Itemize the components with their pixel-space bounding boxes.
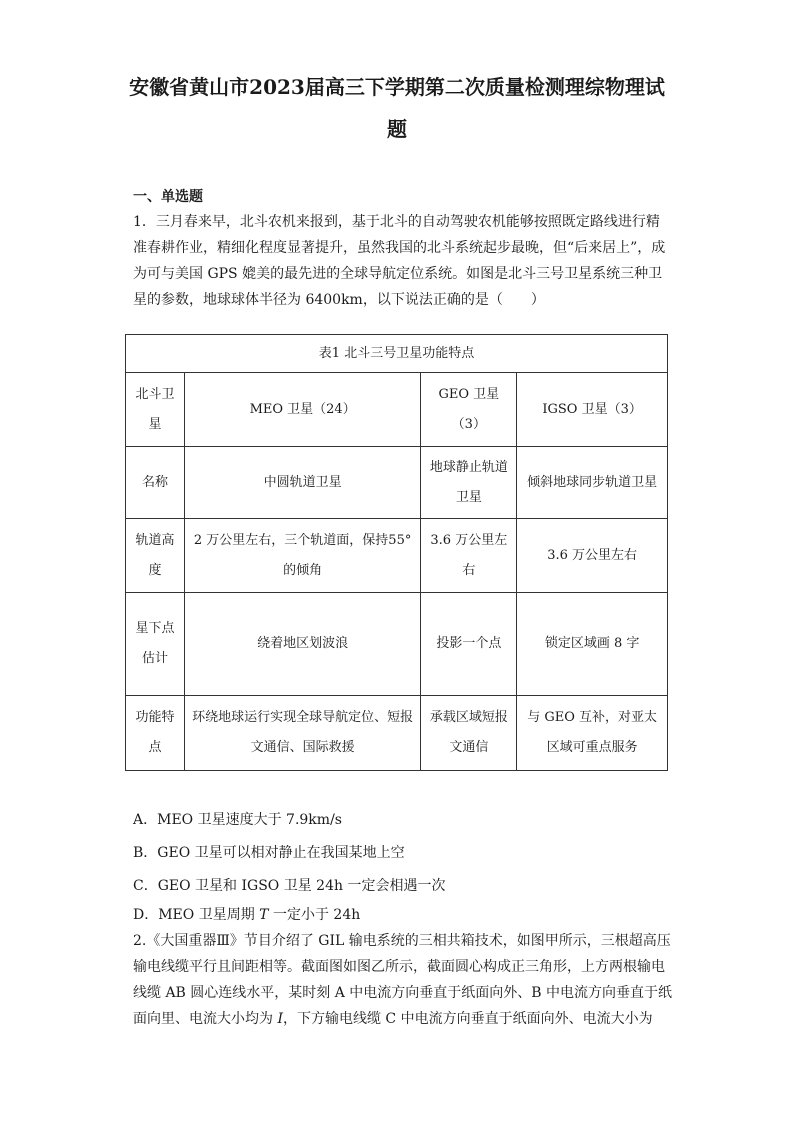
table-cell: 投影一个点: [421, 593, 517, 696]
table-cell: 3.6 万公里左右: [517, 519, 668, 593]
option-a: A．MEO 卫星速度大于 7.9km/s: [133, 812, 342, 828]
question-2-stem: [133, 928, 673, 1032]
table-cell: 2 万公里左右，三个轨道面，保持55°的倾角: [184, 519, 421, 593]
q1-line: 准春耕作业，精细化程度显著提升，虽然我国的北斗系统起步最晚，但“后来居上”，成: [133, 240, 666, 256]
table-cell: 轨道高度: [126, 519, 185, 593]
table-cell: 绕着地区划波浪: [184, 593, 421, 696]
table-cell: 地球静止轨道卫星: [421, 447, 517, 519]
exam-title: [100, 66, 694, 150]
option-b: B．GEO 卫星可以相对静止在我国某地上空: [133, 845, 405, 861]
question-1-stem: [133, 209, 666, 313]
table-cell: 功能特点: [126, 696, 185, 771]
current-symbol: I: [277, 1011, 283, 1027]
table-cell: 名称: [126, 447, 185, 519]
q1-line: 星的参数，地球球体半径为 6400km，以下说法正确的是（ ）: [133, 292, 545, 308]
table-header-cell: MEO 卫星（24）: [184, 373, 421, 447]
table-header-row: [126, 373, 668, 447]
table-cell: 3.6 万公里左右: [421, 519, 517, 593]
q1-line: 为可与美国 GPS 媲美的最先进的全球导航定位系统。如图是北斗三号卫星系统三种卫: [133, 266, 663, 282]
table-header-cell: IGSO 卫星（3）: [517, 373, 668, 447]
q2-line: 输电线缆平行且间距相等。截面图如图乙所示，截面圆心构成正三角形，上方两根输电: [133, 959, 665, 975]
beidou-table: [125, 334, 668, 771]
table-cell: 环绕地球运行实现全球导航定位、短报文通信、国际救援: [184, 696, 421, 771]
table-caption-row: [126, 335, 668, 373]
q2-line4-text: 面向里、电流大小均为: [133, 1011, 278, 1027]
table-row: [126, 447, 668, 519]
option-c: C．GEO 卫星和 IGSO 卫星 24h 一定会相遇一次: [133, 878, 446, 894]
table-cell: 承载区域短报文通信: [421, 696, 517, 771]
table-cell: 倾斜地球同步轨道卫星: [517, 447, 668, 519]
section-heading: 一、单选题: [133, 189, 203, 205]
table-row: [126, 593, 668, 696]
table-row: [126, 696, 668, 771]
q2-line4-text-end: ，下方输电线缆 C 中电流方向垂直于纸面向外、电流大小为: [282, 1011, 653, 1027]
table-cell: 中圆轨道卫星: [184, 447, 421, 519]
q2-line: 线缆 AB 圆心连线水平，某时刻 A 中电流方向垂直于纸面向外、B 中电流方向垂直于纸: [133, 985, 673, 1001]
table-cell: 锁定区域画 8 字: [517, 593, 668, 696]
table-cell: 星下点估计: [126, 593, 185, 696]
table-header-cell: 北斗卫星: [126, 373, 185, 447]
q2-line: 2.《大国重器Ⅲ》节目介绍了 GIL 输电系统的三相共箱技术，如图甲所示，三根超高压: [133, 933, 671, 949]
period-symbol: T: [259, 907, 269, 923]
title-line-1: 安徽省黄山市2023届高三下学期第二次质量检测理综物理试: [129, 75, 665, 99]
table-row: [126, 519, 668, 593]
option-d-text: D．MEO 卫星周期: [133, 907, 260, 923]
title-line-2: 题: [387, 117, 407, 141]
table-cell: 与 GEO 互补，对亚太区域可重点服务: [517, 696, 668, 771]
table-caption: 表1 北斗三号卫星功能特点: [126, 335, 668, 373]
q1-line: 1．三月春来早，北斗农机来报到，基于北斗的自动驾驶农机能够按照既定路线进行精: [133, 214, 660, 230]
option-d: [133, 904, 360, 924]
table-header-cell: GEO 卫星（3）: [421, 373, 517, 447]
q2-line: [133, 1006, 663, 1032]
option-d-text-end: 一定小于 24h: [268, 907, 361, 923]
